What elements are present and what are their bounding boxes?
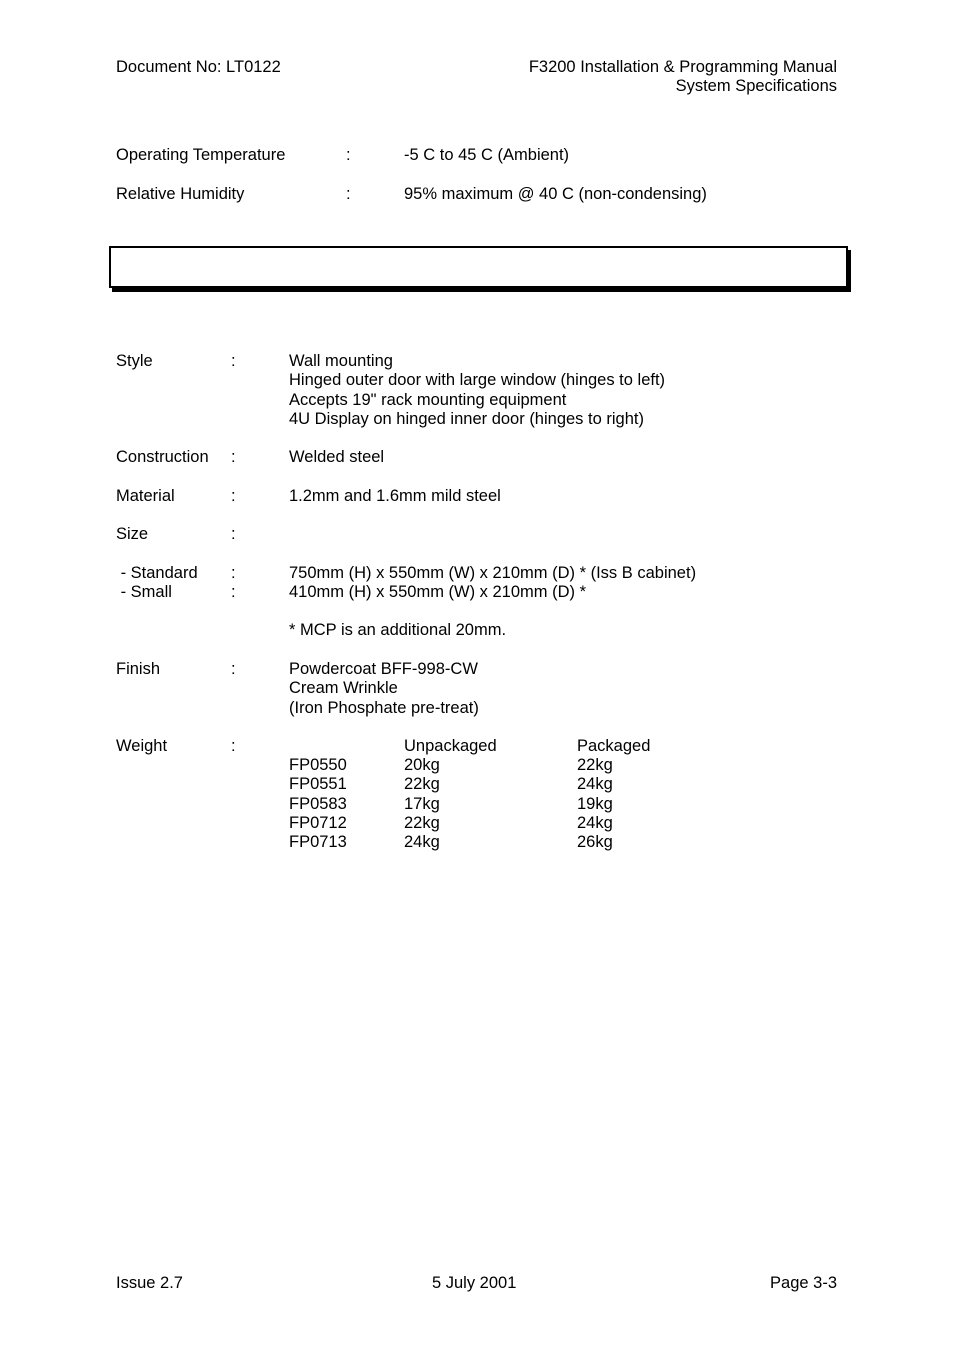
weight-header-packaged: Packaged bbox=[577, 737, 651, 755]
size-small-label: - Small bbox=[116, 583, 172, 601]
manual-title: F3200 Installation & Programming Manual bbox=[528, 58, 837, 76]
style-colon: : bbox=[231, 352, 236, 370]
header-right bbox=[529, 58, 837, 97]
relative-humidity-label: Relative Humidity bbox=[116, 185, 245, 203]
mcp-note: * MCP is an additional 20mm. bbox=[289, 621, 507, 639]
style-line: 4U Display on hinged inner door (hinges to right) bbox=[289, 409, 644, 428]
relative-humidity-colon: : bbox=[346, 185, 351, 203]
weight-model: FP0550 bbox=[289, 756, 347, 774]
document-number: Document No: LT0122 bbox=[116, 58, 281, 76]
section-heading-box bbox=[109, 246, 848, 288]
weight-model: FP0713 bbox=[289, 833, 347, 851]
weight-packaged: 24kg bbox=[577, 814, 613, 832]
style-line: Hinged outer door with large window (hinges to left) bbox=[289, 371, 666, 390]
weight-packaged: 19kg bbox=[577, 795, 613, 813]
footer-page: Page 3-3 bbox=[770, 1274, 837, 1292]
section-title: System Specifications bbox=[675, 77, 837, 96]
size-standard-label: - Standard bbox=[116, 564, 198, 582]
style-label: Style bbox=[116, 352, 153, 370]
style-values bbox=[289, 352, 665, 429]
weight-unpackaged: 17kg bbox=[404, 795, 440, 813]
material-value: 1.2mm and 1.6mm mild steel bbox=[289, 487, 501, 505]
size-label: Size bbox=[116, 525, 149, 543]
weight-header-unpackaged: Unpackaged bbox=[404, 737, 497, 755]
finish-line: Powdercoat BFF-998-CW bbox=[289, 660, 478, 678]
weight-packaged: 22kg bbox=[577, 756, 613, 774]
style-line: Accepts 19" rack mounting equipment bbox=[289, 390, 567, 409]
finish-colon: : bbox=[231, 660, 236, 678]
weight-unpackaged: 20kg bbox=[404, 756, 440, 774]
operating-temperature-colon: : bbox=[346, 146, 351, 164]
size-standard-value: 750mm (H) x 550mm (W) x 210mm (D) * (Iss B cabinet) bbox=[289, 564, 697, 582]
construction-label: Construction bbox=[116, 448, 209, 466]
weight-colon: : bbox=[231, 737, 236, 755]
footer-issue: Issue 2.7 bbox=[116, 1274, 183, 1292]
style-line: Wall mounting bbox=[289, 352, 393, 370]
size-standard-colon: : bbox=[231, 564, 236, 582]
weight-unpackaged: 22kg bbox=[404, 814, 440, 832]
weight-model: FP0583 bbox=[289, 795, 347, 813]
finish-line: (Iron Phosphate pre-treat) bbox=[289, 698, 479, 717]
finish-line: Cream Wrinkle bbox=[289, 679, 398, 698]
material-label: Material bbox=[116, 487, 175, 505]
operating-temperature-value: -5 C to 45 C (Ambient) bbox=[404, 146, 570, 164]
weight-model: FP0712 bbox=[289, 814, 347, 832]
relative-humidity-value: 95% maximum @ 40 C (non-condensing) bbox=[404, 185, 707, 203]
finish-label: Finish bbox=[116, 660, 161, 678]
material-colon: : bbox=[231, 487, 236, 505]
size-small-colon: : bbox=[231, 583, 236, 601]
construction-colon: : bbox=[231, 448, 236, 466]
weight-label: Weight bbox=[116, 737, 168, 755]
finish-values bbox=[289, 660, 479, 718]
weight-unpackaged: 22kg bbox=[404, 775, 440, 793]
size-small-value: 410mm (H) x 550mm (W) x 210mm (D) * bbox=[289, 583, 587, 601]
operating-temperature-label: Operating Temperature bbox=[116, 146, 286, 164]
weight-packaged: 24kg bbox=[577, 775, 613, 793]
size-colon: : bbox=[231, 525, 236, 543]
weight-unpackaged: 24kg bbox=[404, 833, 440, 851]
weight-model: FP0551 bbox=[289, 775, 347, 793]
footer-date: 5 July 2001 bbox=[432, 1274, 517, 1292]
weight-packaged: 26kg bbox=[577, 833, 613, 851]
construction-value: Welded steel bbox=[289, 448, 385, 466]
